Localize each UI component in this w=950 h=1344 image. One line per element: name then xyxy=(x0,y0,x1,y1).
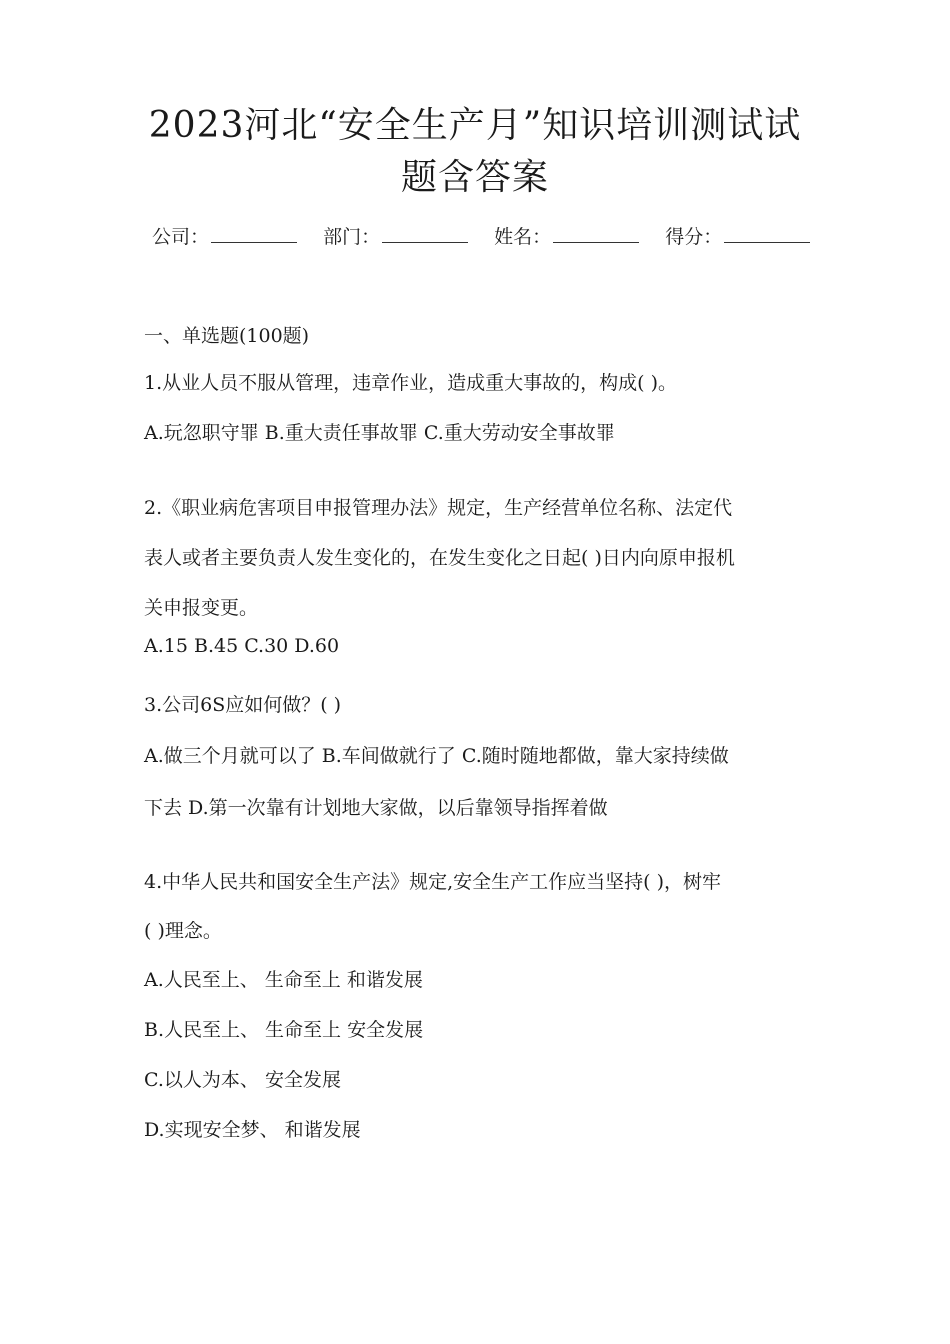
name-label: 姓名： xyxy=(494,226,552,248)
question-2-stem-line-3: 关申报变更。 xyxy=(144,597,259,619)
document-title-line-1: 2023河北“安全生产月”知识培训测试试 xyxy=(148,105,802,146)
department-blank[interactable] xyxy=(382,224,468,243)
department-label: 部门： xyxy=(323,226,381,248)
company-field xyxy=(152,222,297,252)
header-fields xyxy=(152,222,812,252)
question-1-options: A.玩忽职守罪 B.重大责任事故罪 C.重大劳动安全事故罪 xyxy=(144,422,615,444)
question-4-option-a: A.人民至上、 生命至上 和谐发展 xyxy=(144,969,423,991)
question-4-option-c: C.以人为本、 安全发展 xyxy=(144,1069,341,1091)
name-field xyxy=(494,222,639,252)
question-1-stem: 1.从业人员不服从管理，违章作业，造成重大事故的，构成( )。 xyxy=(144,372,677,394)
company-blank[interactable] xyxy=(211,224,297,243)
section-heading: 一、单选题(100题) xyxy=(144,325,310,347)
question-3-stem: 3.公司6S应如何做？( ) xyxy=(144,694,342,716)
score-blank[interactable] xyxy=(724,224,810,243)
company-label: 公司： xyxy=(152,226,210,248)
score-field xyxy=(665,222,810,252)
question-4-stem-line-1: 4.中华人民共和国安全生产法》规定,安全生产工作应当坚持( )，树牢 xyxy=(144,871,722,893)
question-2-stem-line-1: 2.《职业病危害项目申报管理办法》规定，生产经营单位名称、法定代 xyxy=(144,497,733,519)
question-4-option-d: D.实现安全梦、 和谐发展 xyxy=(144,1119,361,1141)
question-4-option-b: B.人民至上、 生命至上 安全发展 xyxy=(144,1019,424,1041)
document-title-line-2: 题含答案 xyxy=(400,157,549,198)
question-3-options-line-1: A.做三个月就可以了 B.车间做就行了 C.随时随地都做，靠大家持续做 xyxy=(144,745,729,767)
question-2-options: A.15 B.45 C.30 D.60 xyxy=(144,635,340,657)
question-4-stem-line-2: ( )理念。 xyxy=(144,920,222,942)
department-field xyxy=(323,222,468,252)
question-2-stem-line-2: 表人或者主要负责人发生变化的，在发生变化之日起( )日内向原申报机 xyxy=(144,547,735,569)
question-3-options-line-2: 下去 D.第一次靠有计划地大家做，以后靠领导指挥着做 xyxy=(144,797,608,819)
name-blank[interactable] xyxy=(553,224,639,243)
score-label: 得分： xyxy=(665,226,723,248)
